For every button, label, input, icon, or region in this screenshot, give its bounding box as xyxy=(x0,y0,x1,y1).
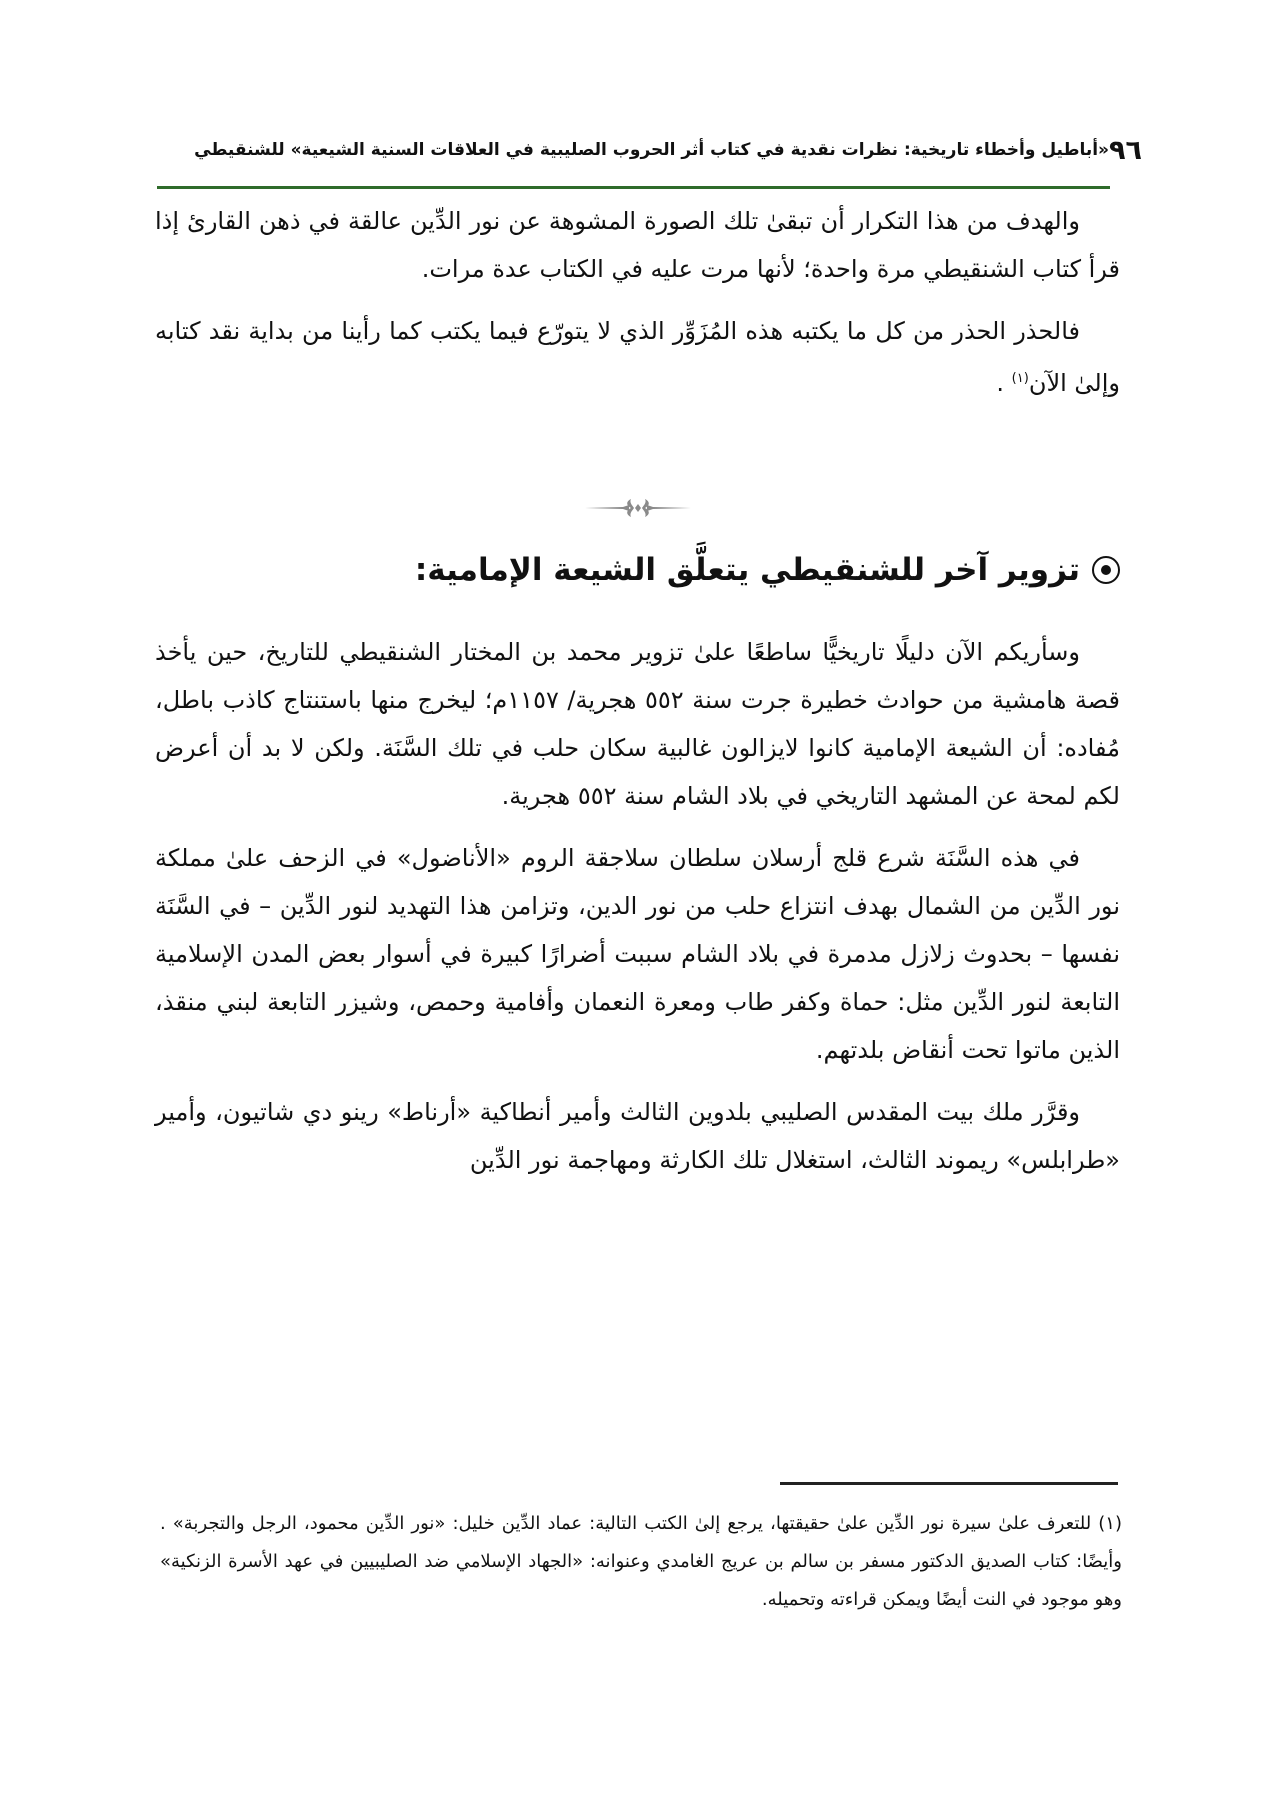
paragraph: وسأريكم الآن دليلًا تاريخيًّا ساطعًا علىٰ تزوير محمد بن المختار الشنقيطي للتاريخ، حين يأخذ قصة هامشية من حوادث خطيرة جرت سنة ٥٥٢ هجرية/ ١١٥٧م؛ ليخرج منها باستنتاج كاذب باطل، مُفاده: أن الشيعة الإمامية كانوا لايزالون غالبية سكان حلب في تلك السَّنَة. ولكن لا بد أن أعرض لكم لمحة عن المشهد التاريخي في بلاد الشام سنة ٥٥٢ هجرية. xyxy=(155,638,1120,810)
circled-dot-bullet-icon xyxy=(1092,556,1120,584)
paragraph-text: فالحذر الحذر من كل ما يكتبه هذه المُزَوِّر الذي لا يتورّع فيما يكتب كما رأينا من بداية نقد كتابه وإلىٰ الآن xyxy=(155,317,1120,397)
footnote-separator xyxy=(780,1482,1118,1485)
paragraph: والهدف من هذا التكرار أن تبقىٰ تلك الصورة المشوهة عن نور الدِّين عالقة في ذهن القارئ إذا قرأ كتاب الشنقيطي مرة واحدة؛ لأنها مرت عليه في الكتاب عدة مرات. xyxy=(155,207,1120,283)
section-heading xyxy=(414,552,1120,588)
paragraph: في هذه السَّنَة شرع قلج أرسلان سلطان سلاجقة الروم «الأناضول» في الزحف علىٰ مملكة نور الدِّين من الشمال بهدف انتزاع حلب من نور الدين، وتزامن هذا التهديد لنور الدِّين – في السَّنَة نفسها – بحدوث زلازل مدمرة في بلاد الشام سببت أضرارًا كبيرة في أسوار بعض المدن الإسلامية التابعة لنور الدِّين مثل: حماة وكفر طاب ومعرة النعمان وأفامية وحمص، وشيزر التابعة لبني منقذ، الذين ماتوا تحت أنقاض بلدتهم. xyxy=(155,844,1120,1064)
page-number: ٩٦ xyxy=(1109,134,1142,166)
section-2-text xyxy=(155,628,1120,1184)
paragraph-end: . xyxy=(996,369,1012,397)
footnote-text: للتعرف علىٰ سيرة نور الدِّين علىٰ حقيقتها، يرجع إلىٰ الكتب التالية: عماد الدِّين خليل: «نور الدِّين محمود، الرجل والتجربة» . وأيضًا: كتاب الصديق الدكتور مسفر بن سالم بن عريج الغامدي وعنوانه: «الجهاد الإسلامي ضد الصليبيين في عهد الأسرة الزنكية» وهو موجود في النت أيضًا ويمكن قراءته وتحميله. xyxy=(160,1513,1122,1610)
footnote-item xyxy=(160,1505,1122,1619)
paragraph: وقرَّر ملك بيت المقدس الصليبي بلدوين الثالث وأمير أنطاكية «أرناط» رينو دي شاتيون، وأمير «طرابلس» ريموند الثالث، استغلال تلك الكارثة ومهاجمة نور الدِّين xyxy=(155,1098,1120,1174)
footnotes xyxy=(160,1505,1122,1619)
fleuron-divider-icon xyxy=(583,496,693,520)
section-1-text xyxy=(155,197,1120,407)
footnote-marker: (١) xyxy=(1098,1513,1122,1534)
header-rule xyxy=(157,186,1110,189)
footnote-reference[interactable]: (١) xyxy=(1011,371,1029,386)
heading-text: تزوير آخر للشنقيطي يتعلَّق الشيعة الإمامية: xyxy=(414,552,1080,588)
running-title: «أباطيل وأخطاء تاريخية: نظرات نقدية في كتاب أثر الحروب الصليبية في العلاقات السنية الشيعية» للشنقيطي xyxy=(194,140,1110,160)
paragraph xyxy=(155,307,1120,407)
running-header xyxy=(194,130,1150,170)
